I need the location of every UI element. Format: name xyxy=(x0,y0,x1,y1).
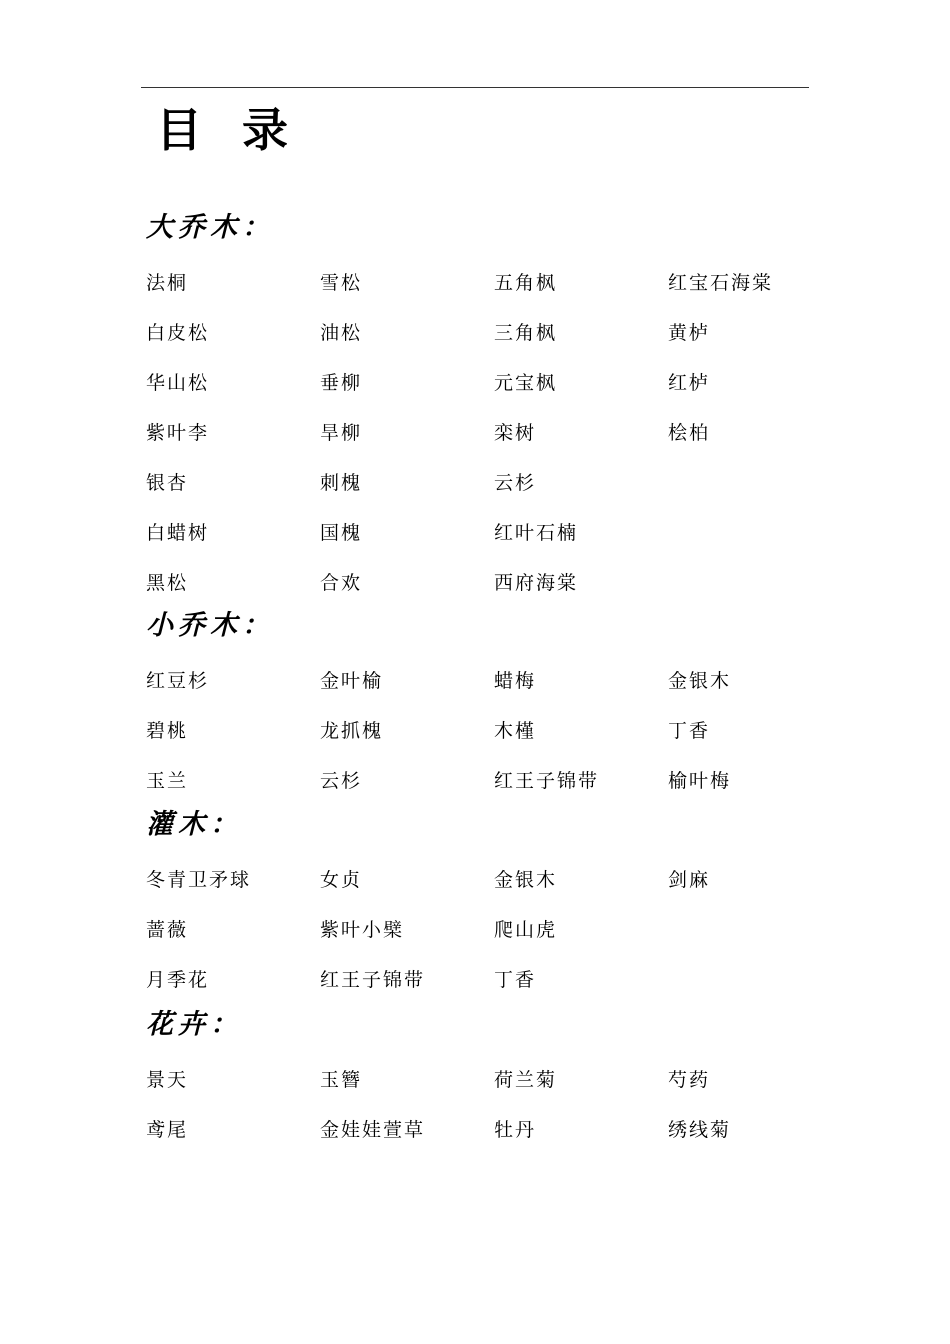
plant-name: 榆叶梅 xyxy=(668,770,732,792)
plant-name: 法桐 xyxy=(146,272,189,294)
plant-name: 三角枫 xyxy=(494,322,558,344)
plant-name: 月季花 xyxy=(146,969,210,991)
plant-name xyxy=(668,955,826,1005)
plant-name: 五角枫 xyxy=(494,272,558,294)
plant-grid xyxy=(146,855,826,1005)
plant-name: 龙抓槐 xyxy=(320,720,384,742)
plant-name: 垂柳 xyxy=(320,372,363,394)
section-large-trees xyxy=(146,210,826,608)
plant-name: 金银木 xyxy=(668,670,732,692)
plant-name: 油松 xyxy=(320,322,363,344)
header-rule xyxy=(141,87,809,88)
plant-name: 红豆杉 xyxy=(146,670,210,692)
plant-name: 白蜡树 xyxy=(146,522,210,544)
plant-name: 剑麻 xyxy=(668,869,711,891)
plant-name xyxy=(668,905,826,955)
plant-grid xyxy=(146,1055,826,1155)
plant-name: 雪松 xyxy=(320,272,363,294)
plant-name: 金娃娃萱草 xyxy=(320,1119,426,1141)
plant-name: 紫叶李 xyxy=(146,422,210,444)
plant-name: 芍药 xyxy=(668,1069,711,1091)
plant-name: 栾树 xyxy=(494,422,537,444)
plant-name: 木槿 xyxy=(494,720,537,742)
plant-name: 女贞 xyxy=(320,869,363,891)
plant-name: 红叶石楠 xyxy=(494,522,579,544)
section-small-trees xyxy=(146,608,826,806)
plant-name: 红宝石海棠 xyxy=(668,272,774,294)
plant-name: 牡丹 xyxy=(494,1119,537,1141)
plant-name: 蜡梅 xyxy=(494,670,537,692)
section-heading: 灌木： xyxy=(146,809,242,840)
plant-name: 金叶榆 xyxy=(320,670,384,692)
plant-name: 丁香 xyxy=(494,969,537,991)
plant-name: 元宝枫 xyxy=(494,372,558,394)
section-heading: 大乔木： xyxy=(146,212,274,243)
plant-name: 刺槐 xyxy=(320,472,363,494)
plant-name: 国槐 xyxy=(320,522,363,544)
plant-name: 玉兰 xyxy=(146,770,189,792)
plant-name: 爬山虎 xyxy=(494,919,558,941)
plant-name: 绣线菊 xyxy=(668,1119,732,1141)
plant-name: 旱柳 xyxy=(320,422,363,444)
plant-name: 丁香 xyxy=(668,720,711,742)
plant-name: 鸢尾 xyxy=(146,1119,189,1141)
plant-name: 红栌 xyxy=(668,372,711,394)
plant-name: 红王子锦带 xyxy=(320,969,426,991)
page-title: 目 录 xyxy=(156,103,301,157)
plant-name: 黄栌 xyxy=(668,322,711,344)
plant-name: 紫叶小檗 xyxy=(320,919,405,941)
section-heading: 花卉： xyxy=(146,1009,242,1040)
plant-name: 桧柏 xyxy=(668,422,711,444)
plant-name: 红王子锦带 xyxy=(494,770,600,792)
plant-name: 蔷薇 xyxy=(146,919,189,941)
plant-name: 玉簪 xyxy=(320,1069,363,1091)
plant-name xyxy=(668,458,826,508)
section-flowers xyxy=(146,1007,826,1155)
plant-name: 荷兰菊 xyxy=(494,1069,558,1091)
plant-name: 云杉 xyxy=(320,770,363,792)
plant-name: 景天 xyxy=(146,1069,189,1091)
plant-name: 云杉 xyxy=(494,472,537,494)
plant-grid xyxy=(146,258,826,608)
plant-name: 黑松 xyxy=(146,572,189,594)
plant-name: 华山松 xyxy=(146,372,210,394)
plant-name: 合欢 xyxy=(320,572,363,594)
plant-name xyxy=(668,508,826,558)
plant-name: 金银木 xyxy=(494,869,558,891)
plant-name: 冬青卫矛球 xyxy=(146,869,252,891)
plant-name xyxy=(668,558,826,608)
section-shrubs xyxy=(146,807,826,1005)
section-heading: 小乔木： xyxy=(146,610,274,641)
plant-name: 西府海棠 xyxy=(494,572,579,594)
plant-name: 碧桃 xyxy=(146,720,189,742)
plant-name: 白皮松 xyxy=(146,322,210,344)
plant-name: 银杏 xyxy=(146,472,189,494)
plant-grid xyxy=(146,656,826,806)
